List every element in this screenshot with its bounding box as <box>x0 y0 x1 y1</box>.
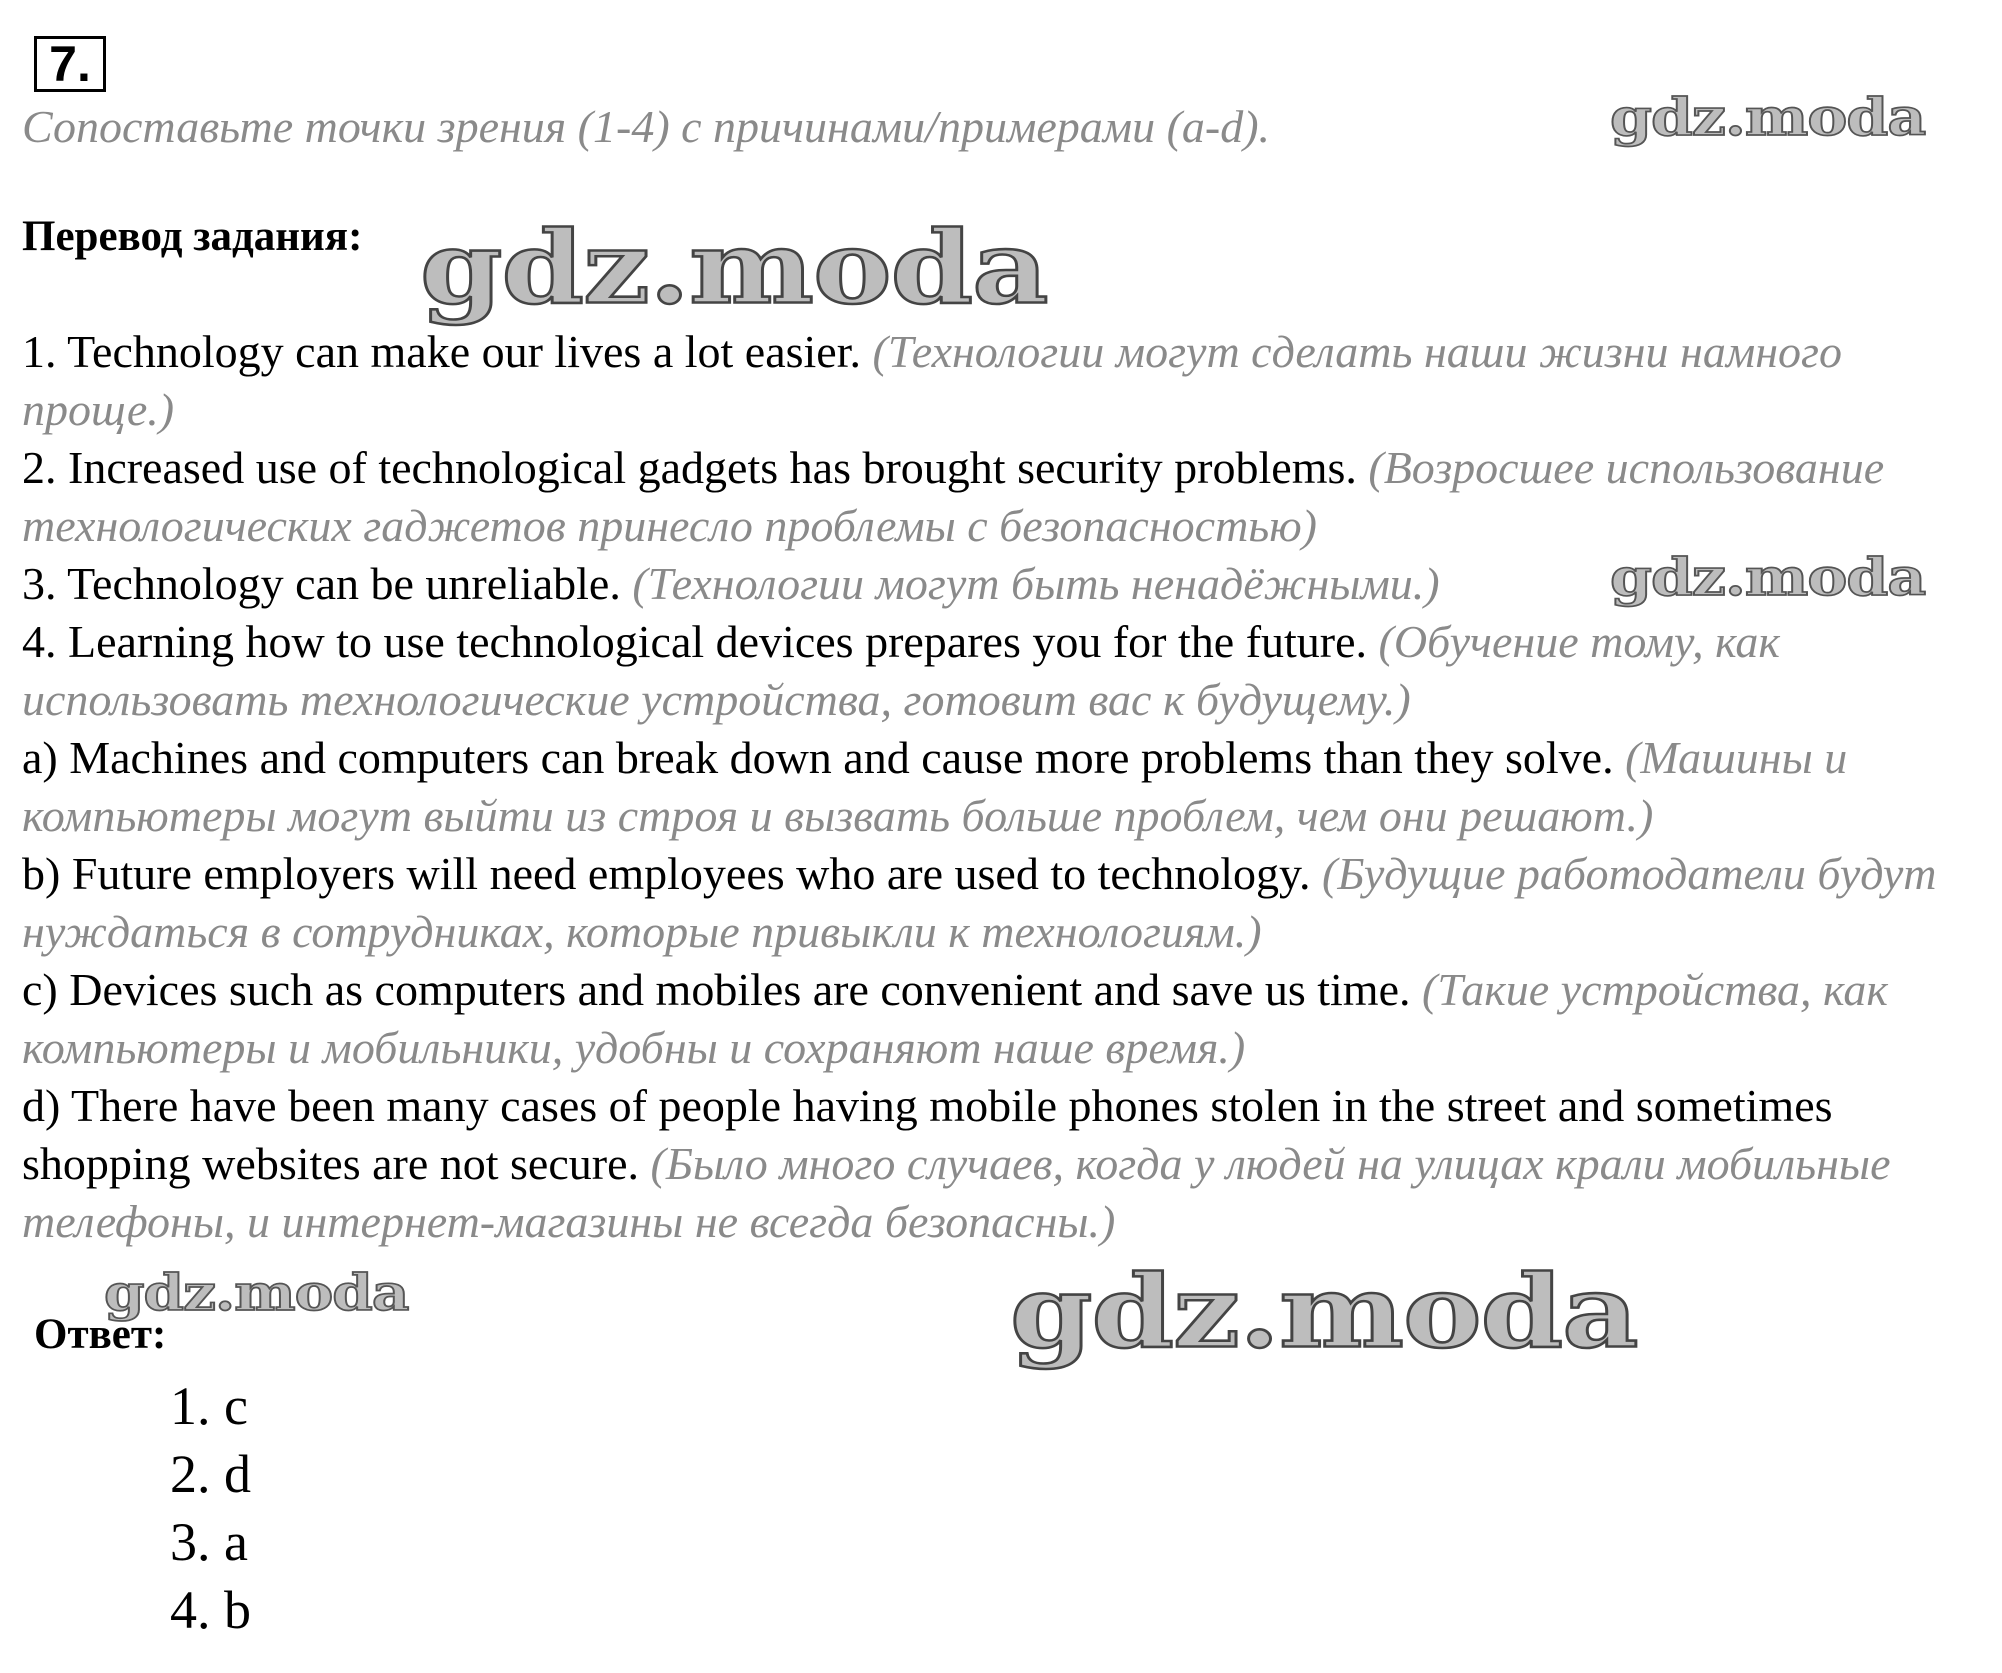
watermark-logo: gdz.moda <box>1610 88 1926 148</box>
watermark-logo: gdz.moda <box>1610 548 1926 608</box>
answer-item: 3. a <box>170 1512 248 1572</box>
item-english: a) Machines and computers can break down and cause more problems than they solve. <box>22 732 1614 783</box>
item-english: c) Devices such as computers and mobiles are convenient and save us time. <box>22 964 1411 1015</box>
item-translation: (Было много случаев, когда у людей на улицах крали мобильные телефоны, и интернет-магазины не всегда безопасны.) <box>22 1138 1891 1247</box>
item-translation: (Технологии могут быть ненадёжными.) <box>632 558 1440 609</box>
answer-item: 4. b <box>170 1580 251 1640</box>
answer-heading: Ответ: <box>34 1311 167 1358</box>
list-item <box>22 1077 1992 1251</box>
list-item <box>22 729 1992 845</box>
watermark-logo: gdz.moda <box>420 208 1048 327</box>
watermark-logo: gdz.moda <box>104 1264 409 1322</box>
item-english: d) There have been many cases of people having mobile phones stolen in the street and sometimes shopping websites are not secure. <box>22 1080 1833 1189</box>
task-number-box: 7. <box>34 36 106 92</box>
task-instruction: Сопоставьте точки зрения (1-4) с причинами/примерами (a-d). <box>22 101 1271 152</box>
list-item <box>22 323 1992 439</box>
watermark-logo: gdz.moda <box>1010 1252 1638 1371</box>
list-item <box>22 845 1992 961</box>
answer-item: 1. c <box>170 1376 248 1436</box>
item-english: 3. Technology can be unreliable. <box>22 558 621 609</box>
list-item <box>22 613 1992 729</box>
item-english: b) Future employers will need employees who are used to technology. <box>22 848 1311 899</box>
item-translation: (Машины и компьютеры могут выйти из строя и вызвать больше проблем, чем они решают.) <box>22 732 1848 841</box>
item-english: 4. Learning how to use technological devices prepares you for the future. <box>22 616 1368 667</box>
item-translation: (Возросшее использование технологических гаджетов принесло проблемы с безопасностью) <box>22 442 1885 551</box>
answers-list <box>170 1372 251 1644</box>
translation-heading: Перевод задания: <box>22 213 363 260</box>
item-english: 2. Increased use of technological gadgets has brought security problems. <box>22 442 1357 493</box>
item-translation: (Технологии могут сделать наши жизни намного проще.) <box>22 326 1842 435</box>
item-english: 1. Technology can make our lives a lot easier. <box>22 326 862 377</box>
item-translation: (Будущие работодатели будут нуждаться в сотрудниках, которые привыкли к технологиям.) <box>22 848 1937 957</box>
answer-item: 2. d <box>170 1444 251 1504</box>
items-list <box>22 323 1992 1251</box>
list-item <box>22 961 1992 1077</box>
list-item <box>22 439 1992 555</box>
item-translation: (Такие устройства, как компьютеры и мобильники, удобны и сохраняют наше время.) <box>22 964 1888 1073</box>
item-translation: (Обучение тому, как использовать технологические устройства, готовит вас к будущему.) <box>22 616 1780 725</box>
